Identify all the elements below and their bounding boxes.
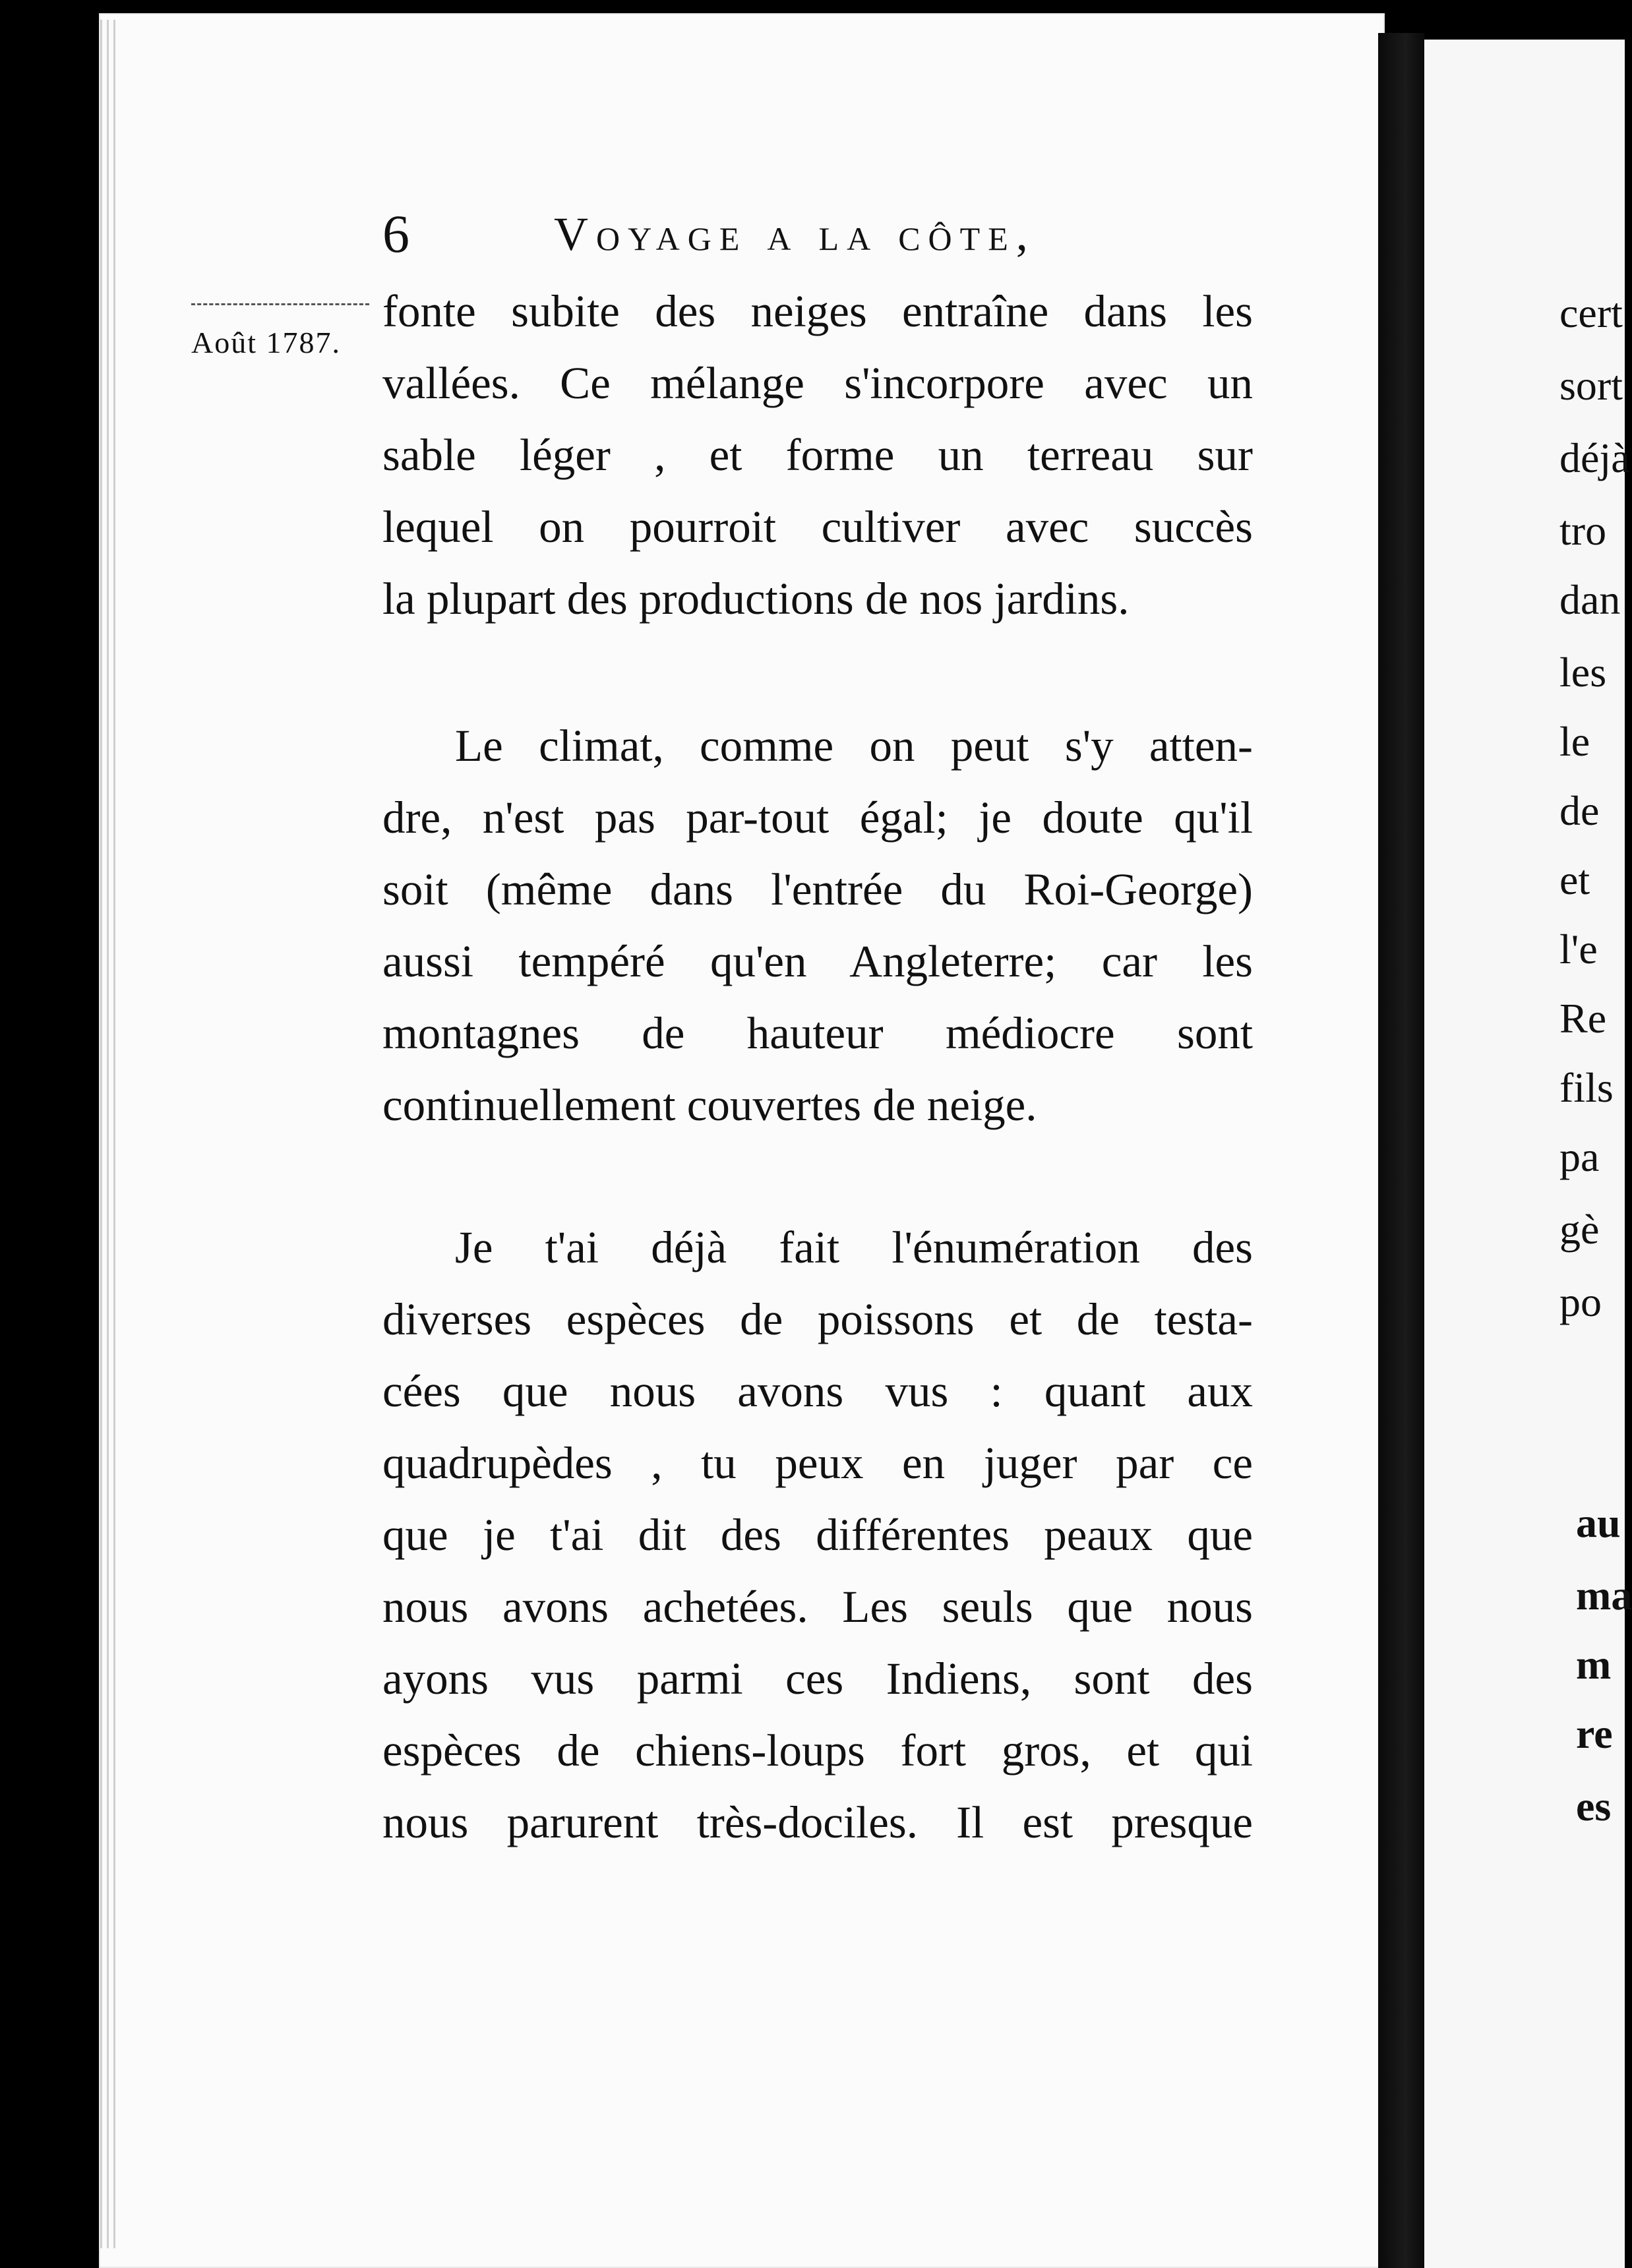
- text-line: Le climat, comme on peut s'y atten-: [455, 721, 1253, 771]
- text-line: la plupart des productions de nos jardins.: [382, 574, 1130, 624]
- margin-rule: [191, 303, 369, 305]
- right-page-fragment: Re: [1559, 995, 1607, 1042]
- paragraph: [382, 276, 1253, 635]
- text-line: continuellement couvertes de neige.: [382, 1080, 1037, 1130]
- right-page-fragment: es: [1576, 1783, 1612, 1830]
- text-line: espèces de chiens-loups fort gros, et qui: [382, 1725, 1253, 1776]
- right-page-fragment: pa: [1559, 1133, 1600, 1180]
- text-line: lequel on pourroit cultiver avec succès: [382, 502, 1253, 552]
- paragraph: [382, 1212, 1253, 1859]
- text-line: que je t'ai dit des différentes peaux que: [382, 1510, 1253, 1560]
- text-line: diverses espèces de poissons et de testa-: [382, 1294, 1253, 1344]
- right-page-fragment: de: [1559, 787, 1600, 834]
- text-line: quadrupèdes , tu peux en juger par ce: [382, 1438, 1253, 1488]
- text-line: soit (même dans l'entrée du Roi-George): [382, 864, 1253, 914]
- text-line: montagnes de hauteur médiocre sont: [382, 1008, 1253, 1058]
- right-page-fragment: m: [1576, 1641, 1612, 1688]
- page-edge-line: [100, 20, 102, 2248]
- text-line: ayons vus parmi ces Indiens, sont des: [382, 1654, 1253, 1704]
- running-head: [382, 198, 1253, 270]
- right-page-fragment: le: [1559, 718, 1590, 765]
- right-page-fragment: dan: [1559, 576, 1621, 623]
- page-edge-line: [107, 20, 109, 2248]
- page-edge-line: [113, 20, 115, 2248]
- text-line: cées que nous avons vus : quant aux: [382, 1366, 1253, 1416]
- text-line: vallées. Ce mélange s'incorpore avec un: [382, 358, 1253, 408]
- right-page-fragment: et: [1559, 856, 1590, 903]
- right-page-fragment: re: [1576, 1710, 1613, 1757]
- text-line: Je t'ai déjà fait l'énumération des: [455, 1222, 1253, 1272]
- right-page-fragment: po: [1559, 1278, 1602, 1325]
- right-page-fragment: les: [1559, 649, 1607, 696]
- right-page-fragment: au: [1576, 1499, 1621, 1546]
- right-page-fragment: fils: [1559, 1064, 1614, 1111]
- margin-date: Août 1787.: [191, 326, 341, 359]
- right-page-fragment: gè: [1559, 1206, 1600, 1253]
- text-line: nous parurent très-dociles. Il est presque: [382, 1797, 1253, 1847]
- page-gutter: [1378, 33, 1424, 2268]
- page-number: 6: [382, 204, 409, 264]
- text-line: dre, n'est pas par-tout égal; je doute qu'il: [382, 792, 1253, 843]
- text-line: sable léger , et forme un terreau sur: [382, 430, 1253, 480]
- running-head-title: Voyage a la côte,: [554, 208, 1036, 260]
- right-page-fragment: l'e: [1559, 926, 1598, 972]
- paragraph: [382, 710, 1253, 1141]
- text-line: nous avons achetées. Les seuls que nous: [382, 1582, 1253, 1632]
- text-line: aussi tempéré qu'en Angleterre; car les: [382, 936, 1253, 986]
- right-page-fragment: ma: [1576, 1572, 1632, 1619]
- right-page-fragment: tro: [1559, 507, 1607, 554]
- text-line: fonte subite des neiges entraîne dans les: [382, 286, 1253, 336]
- right-page-fragment: sort: [1559, 362, 1623, 409]
- right-page-fragment: cert: [1559, 289, 1623, 336]
- right-page-fragment: déjà: [1559, 434, 1630, 481]
